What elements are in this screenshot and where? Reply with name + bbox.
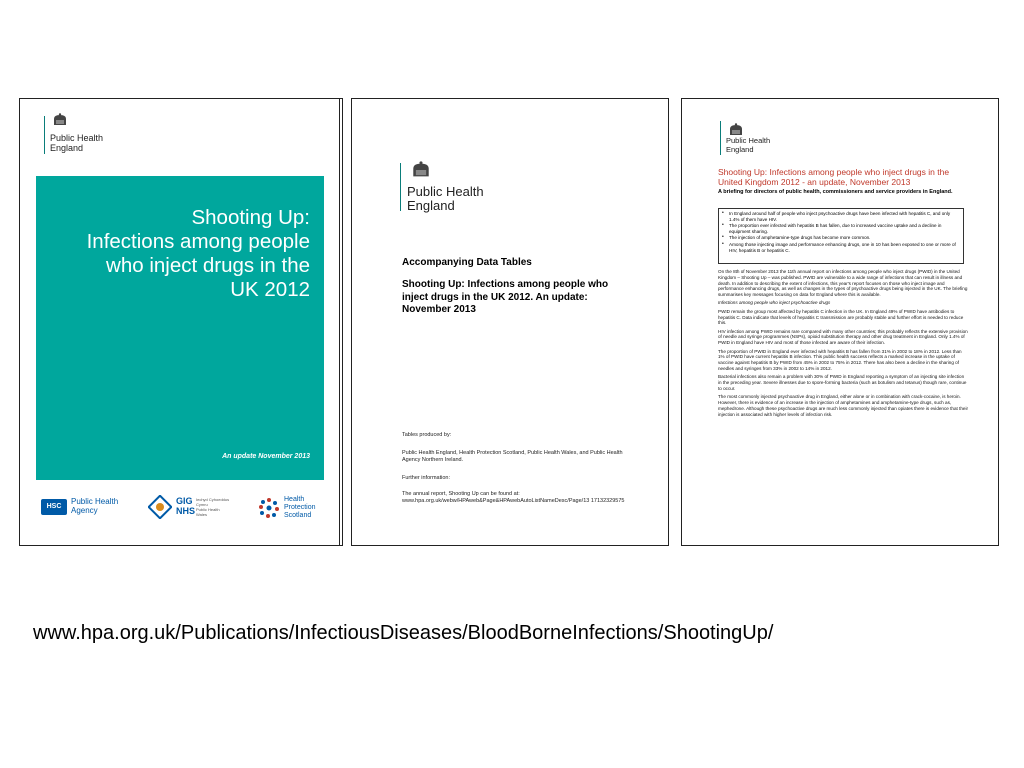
source-url[interactable]: www.hpa.org.uk/Publications/InfectiousDiseases/BloodBorneInfections/ShootingUp/: [33, 622, 774, 644]
further-info-label: Further information:: [402, 475, 450, 481]
partner-logos: [36, 495, 324, 529]
body-paragraph: Bacterial infections also remain a problem with 30% of PWID in England reporting a symptom of an injecting site infection in the preceding year. Severe illnesses due to spore-forming bacteria (such as botulism and tetanus) though rare, continue to occur.: [718, 374, 967, 391]
key-point: • The proportion ever infected with hepatitis B has fallen, due to increased vaccine uptake and a decline in equipment sharing.: [729, 223, 960, 234]
cover-title: Shooting Up: Infections among people who inject drugs in the UK 2012: [86, 206, 310, 301]
briefing-title: Shooting Up: Infections among people who inject drugs in the United Kingdom 2012 - an update, November 2013: [718, 167, 950, 187]
report-cover-thumbnail: [19, 98, 340, 546]
body-paragraph: The proportion of PWID in England ever infected with hepatitis B has fallen from 31% in 2002 to 18% in 2012. Less than 1% of PWID have current hepatitis B infection. This public health success reflects a marked increase in the uptake of vaccine against hepatitis B by PWID from 45% in 2002 to 75% in 2012. There has also been a decline in the sharing of needles and syringes from 33% in 2002 to 14% in 2012.: [718, 348, 962, 371]
data-tables-title: Shooting Up: Infections among people who inject drugs in the UK 2012. An update: November 2013: [402, 279, 609, 315]
data-tables-thumbnail: [351, 98, 669, 546]
key-points-box: [718, 208, 964, 264]
phe-logo-text: Public Health England: [50, 133, 104, 153]
key-point: • In England around half of people who inject psychoactive drugs have been infected with hepatitis C, and only 1.4% of them have HIV.: [729, 211, 960, 222]
briefing-body: [718, 269, 968, 420]
nhs-wales-badge-icon: [148, 495, 172, 519]
data-tables-heading: Accompanying Data Tables: [402, 257, 532, 268]
royal-crest-icon: [408, 161, 434, 179]
nhs-wales-logo-text: GIG NHS: [176, 496, 196, 516]
hsc-logo-text: Public Health Agency: [71, 497, 119, 515]
phe-logo-text: Public Health England: [726, 136, 771, 154]
page-stack-edge: [340, 98, 343, 546]
phe-logo-text: Public Health England: [407, 184, 484, 213]
briefing-thumbnail: [681, 98, 999, 546]
hsc-logo: HSC: [41, 499, 67, 515]
cover-banner: [36, 176, 324, 480]
logo-divider: [44, 116, 45, 154]
tables-produced-label: Tables produced by:: [402, 432, 452, 438]
royal-crest-icon: [50, 113, 70, 127]
key-point: • The injection of amphetamine-type drugs has become more common.: [729, 235, 960, 241]
key-point: • Among those injecting image and performance enhancing drugs, one in 10 has been exposed to one or more of HIV, hepatitis B or hepatitis C.: [729, 242, 960, 253]
royal-crest-icon: [726, 123, 746, 137]
nhs-wales-small-text: Iechyd Cyhoeddus Cymru Public Health Wales: [196, 497, 230, 517]
briefing-subtitle: A briefing for directors of public health, commissioners and service providers in England.: [718, 189, 953, 195]
body-paragraph: HIV infection among PWID remains rare compared with many other countries; this probably reflects the extensive provision of needle and syringe programmes (NSPs), opioid substitution therapy and other drug treatment in England. Only 1.4% of PWID in England have HIV and most of those infected are aware of their infection.: [718, 328, 968, 346]
cover-update-text: An update November 2013: [222, 453, 310, 460]
logo-divider: [400, 163, 401, 211]
body-paragraph: PWID remain the group most affected by hepatitis C infection in the UK. In England 49% of PWID have antibodies to hepatitis C. Data indicate that levels of hepatitis C transmission are probably stable and further effort is needed to reduce this.: [718, 308, 964, 326]
producers-text: Public Health England, Health Protection Scotland, Public Health Wales, and Public Health Agency Northern Ireland.: [402, 450, 623, 463]
body-paragraph: The most commonly injected psychoactive drug in England, either alone or in combination with crack-cocaine, is heroin. However, there is evidence of an increase in the injection of amphetamines and amphetamine-type drugs, such as, mephedrone. Although these psychoactive drugs are much less commonly injected than opiates there is evidence that their injection is associated with higher levels of infection risk.: [718, 394, 968, 417]
body-paragraph: On the 8th of November 2013 the 11th annual report on infections among people who inject drugs (PWID) in the United Kingdom – Shooting Up – was published. PWID are vulnerable to a wide range of infections that can result in illness and death. In addition to describing the extent of infections, this year's report focuses on those who inject image and performance enhancing drugs, as well as changes in the types of psychoactive drugs being injected in the UK. The briefing summarises key messages focusing on data for England where this is available.: [718, 269, 968, 298]
section-heading: Infections among people who inject psychoactive drugs: [718, 300, 831, 306]
logo-divider: [720, 121, 721, 155]
hps-dots-icon: [258, 497, 280, 519]
report-link-text: The annual report, Shooting Up can be found at: www.hpa.org.uk/webw/HPAweb&Page&HPAwebAutoListNameDesc/Page/13 17132329575: [402, 491, 625, 504]
hps-logo-text: Health Protection Scotland: [284, 496, 316, 519]
